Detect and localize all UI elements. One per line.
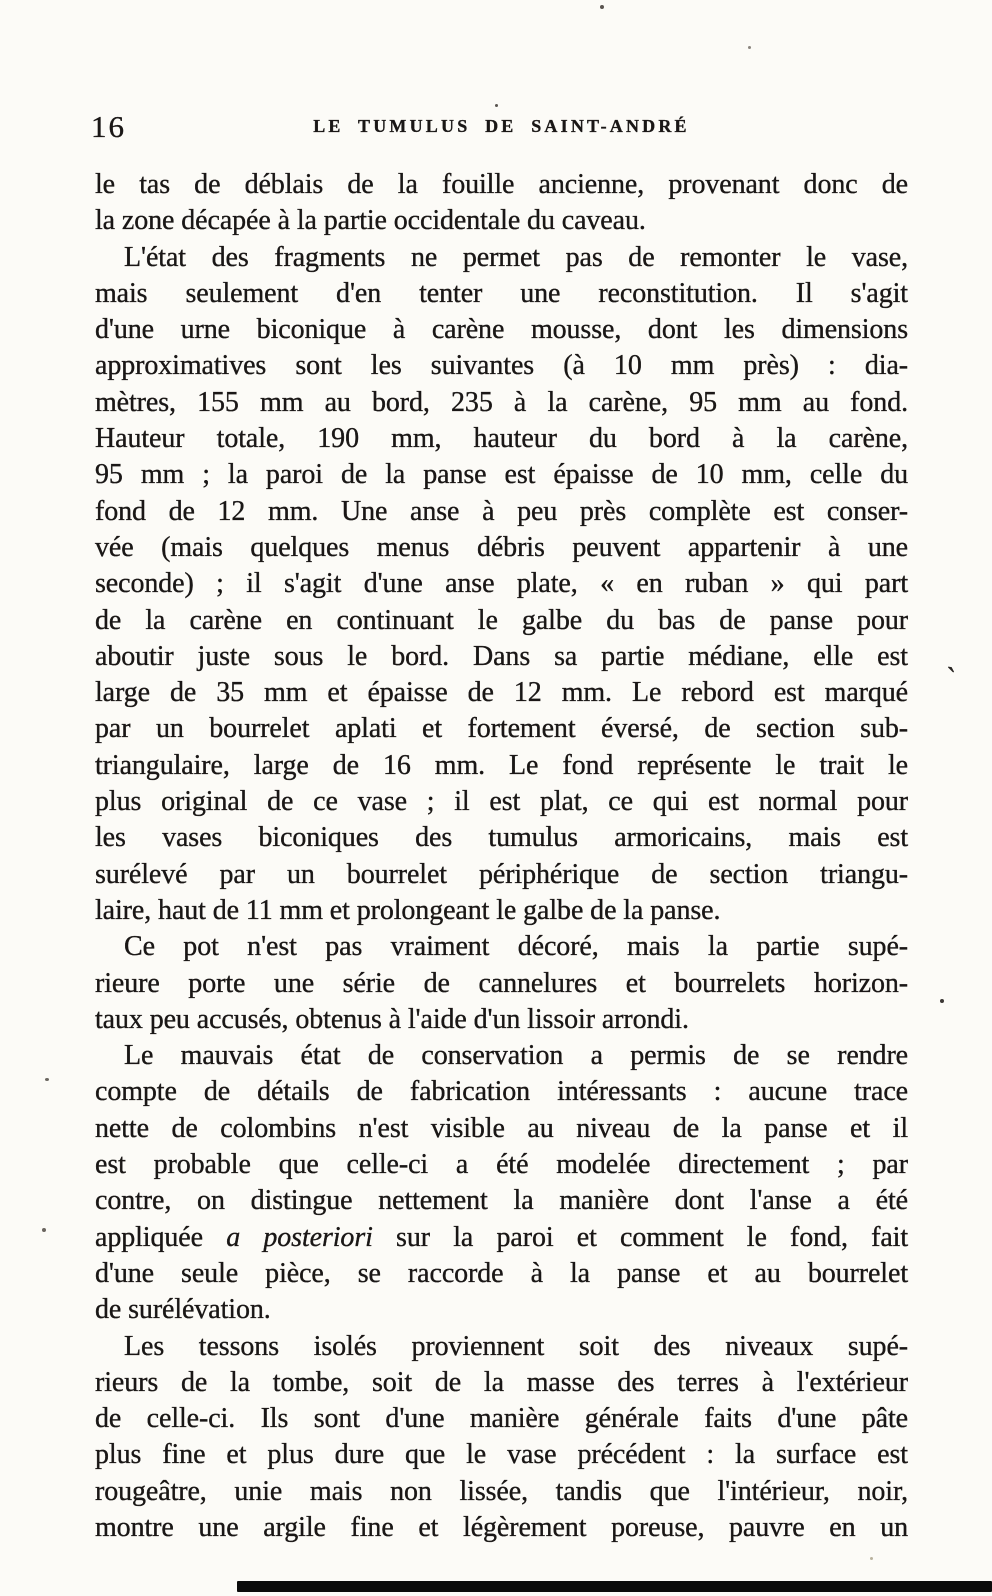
text-line: aboutir juste sous le bord. Dans sa partie médiane, elle est <box>95 640 908 672</box>
text-line: appliquée a posteriori sur la paroi et comment le fond, fait <box>95 1221 909 1253</box>
text-line: contre, on distingue nettement la manière dont l'anse a été <box>95 1185 908 1217</box>
text-line: mais seulement d'en tenter une reconstitution. Il s'agit <box>95 277 908 309</box>
text-line: montre une argile fine et légèrement poreuse, pauvre en un <box>95 1511 908 1543</box>
text-line: plus original de ce vase ; il est plat, ce qui est normal pour <box>95 786 908 818</box>
text-line: Hauteur totale, 190 mm, hauteur du bord à la carène, <box>95 423 908 455</box>
text-line: L'état des fragments ne permet pas de remonter le vase, <box>124 241 908 273</box>
page-number: 16 <box>91 109 126 144</box>
text-line: compte de détails de fabrication intéressants : aucune trace <box>95 1076 908 1108</box>
text-line: plus fine et plus dure que le vase précédent : la surface est <box>95 1439 908 1471</box>
text-line: de surélévation. <box>95 1294 271 1326</box>
running-header <box>91 108 908 152</box>
text-line: 95 mm ; la paroi de la panse est épaisse de 10 mm, celle du <box>95 459 908 491</box>
text-line: de celle-ci. Ils sont d'une manière générale faits d'une pâte <box>95 1403 908 1435</box>
text-line: Ce pot n'est pas vraiment décoré, mais la partie supé- <box>124 931 908 963</box>
scan-speck <box>748 46 751 49</box>
text-block <box>95 167 908 1546</box>
text-line: d'une seule pièce, se raccorde à la panse et au bourrelet <box>95 1257 908 1289</box>
text-line: fond de 12 mm. Une anse à peu près complète est conser- <box>95 495 908 527</box>
text-line: mètres, 155 mm au bord, 235 à la carène, 95 mm au fond. <box>95 386 908 418</box>
text-line: le tas de déblais de la fouille ancienne, provenant donc de <box>95 169 908 200</box>
text-line: taux peu accusés, obtenus à l'aide d'un lissoir arrondi. <box>95 1003 689 1035</box>
scan-edge-artifact <box>237 1581 992 1592</box>
scan-speck <box>495 104 498 107</box>
text-line: seconde) ; il s'agit d'une anse plate, « en ruban » qui part <box>95 568 908 600</box>
text-line: laire, haut de 11 mm et prolongeant le galbe de la panse. <box>95 894 721 926</box>
text-line: Le mauvais état de conservation a permis de se rendre <box>124 1040 908 1072</box>
text-line: rieure porte une série de cannelures et bourrelets horizon- <box>95 967 908 999</box>
scan-speck <box>42 1228 46 1232</box>
text-line: Les tessons isolés proviennent soit des niveaux supé- <box>124 1330 908 1362</box>
text-line: nette de colombins n'est visible au niveau de la panse et il <box>95 1112 908 1144</box>
scan-speck <box>870 1557 873 1560</box>
text-line: la zone décapée à la partie occidentale du caveau. <box>95 205 646 237</box>
text-line: les vases biconiques des tumulus armoricains, mais est <box>95 822 908 854</box>
text-line: par un bourrelet aplati et fortement éversé, de section sub- <box>95 713 908 745</box>
text-line: d'une urne biconique à carène mousse, dont les dimensions <box>95 314 908 346</box>
text-line: large de 35 mm et épaisse de 12 mm. Le rebord est marqué <box>95 677 908 709</box>
text-line: triangulaire, large de 16 mm. Le fond représente le trait le <box>95 749 908 781</box>
text-line: approximatives sont les suivantes (à 10 mm près) : dia- <box>95 350 908 382</box>
text-line: de la carène en continuant le galbe du bas de panse pour <box>95 604 908 636</box>
text-line: vée (mais quelques menus débris peuvent appartenir à une <box>95 531 908 563</box>
running-title: LE TUMULUS DE SAINT-ANDRÉ <box>313 116 690 136</box>
text-line: rougeâtre, unie mais non lissée, tandis que l'intérieur, noir, <box>95 1475 908 1507</box>
text-line: est probable que celle-ci a été modelée directement ; par <box>95 1149 908 1181</box>
text-line: rieurs de la tombe, soit de la masse des terres à l'extérieur <box>95 1366 908 1398</box>
scan-speck <box>600 5 604 9</box>
text-line: surélevé par un bourrelet périphérique de section triangu- <box>95 858 908 890</box>
scan-speck <box>940 999 944 1003</box>
margin-stray-mark: ` <box>942 661 958 696</box>
scan-speck <box>45 1078 49 1081</box>
